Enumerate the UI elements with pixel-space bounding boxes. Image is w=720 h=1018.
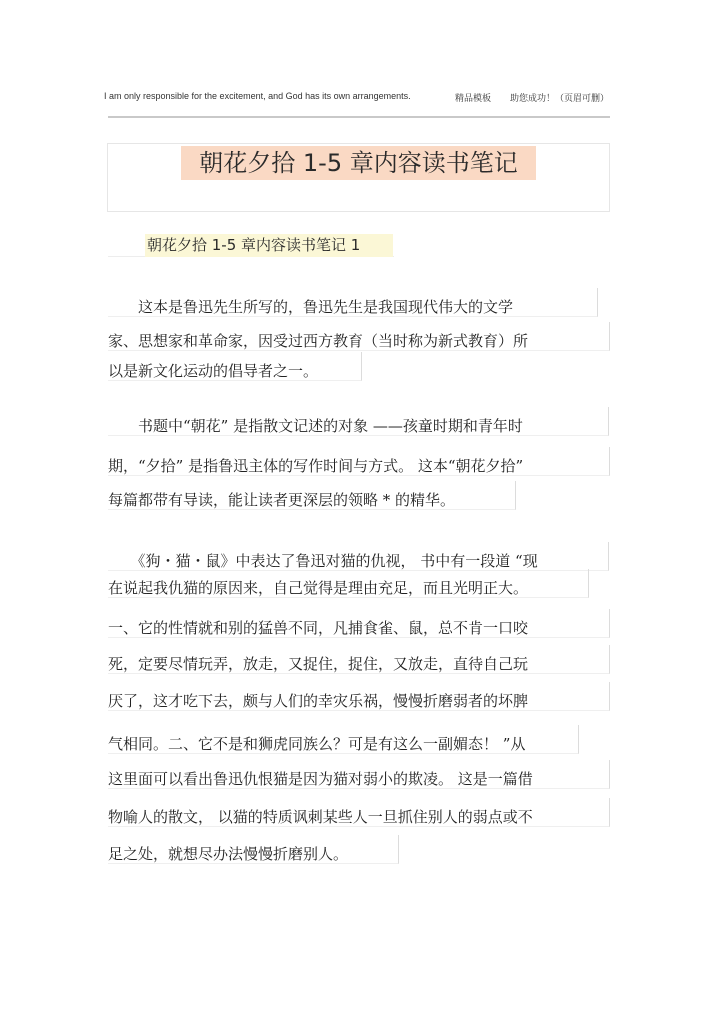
paragraph-3-line-4 <box>108 653 528 675</box>
line-text: 一、它的性情就和别的猛兽不同，凡捕食雀、鼠，总不肯一口咬 <box>108 619 529 637</box>
line-text: 厌了，这才吃下去，颇与人们的幸灾乐祸，慢慢折磨弱者的坏脾 <box>108 692 529 710</box>
paragraph-3-line-6 <box>108 733 525 755</box>
paragraph-1-line-3 <box>108 360 318 382</box>
document-title: 朝花夕拾 1-5 章内容读书笔记 <box>181 146 536 180</box>
paragraph-2-line-3 <box>108 489 455 511</box>
line-text: 足之处，就想尽办法慢慢折磨别人。 <box>108 845 349 863</box>
page-header <box>104 91 610 107</box>
header-tag-template: 精品模板 <box>455 93 492 103</box>
paragraph-2-line-1 <box>108 415 523 437</box>
section-heading: 朝花夕拾 1-5 章内容读书笔记 1 <box>145 234 393 257</box>
header-divider <box>108 116 610 118</box>
paragraph-3-line-9 <box>108 843 348 865</box>
paragraph-3-line-7 <box>108 768 533 790</box>
line-text: 书题中“朝花” 是指散文记述的对象 ——孩童时期和青年时 <box>108 417 523 435</box>
line-text: 期，“夕拾” 是指鲁迅主体的写作时间与方式。 这本“朝花夕拾” <box>108 457 524 475</box>
line-text: 在说起我仇猫的原因来，自己觉得是理由充足，而且光明正大。 <box>108 579 529 597</box>
paragraph-1-line-1 <box>108 296 513 318</box>
paragraph-3-line-3 <box>108 617 528 639</box>
line-text: 死，定要尽情玩弄，放走，又捉住，捉住，又放走，直待自己玩 <box>108 655 529 673</box>
header-tag-success: 助您成功！（页眉可删） <box>510 93 610 103</box>
line-text: 这里面可以看出鲁迅仇恨猫是因为猫对弱小的欺凌。 这是一篇借 <box>108 770 533 788</box>
paragraph-1-line-2 <box>108 330 528 352</box>
paragraph-2-line-2 <box>108 455 523 477</box>
header-motto: I am only responsible for the excitement, and God has its own arrangements. <box>104 91 411 101</box>
line-text: 每篇都带有导读，能让读者更深层的领略 * 的精华。 <box>108 491 456 509</box>
line-text: 《狗・猫・鼠》中表达了鲁迅对猫的仇视， 书中有一段道 “现 <box>108 552 538 570</box>
line-text: 气相同。二、它不是和狮虎同族么？可是有这么一副媚态！ ”从 <box>108 735 526 753</box>
line-text: 这本是鲁迅先生所写的，鲁迅先生是我国现代伟大的文学 <box>108 298 514 316</box>
paragraph-3-line-5 <box>108 690 528 712</box>
paragraph-3-line-8 <box>108 806 533 828</box>
line-text: 家、思想家和革命家，因受过西方教育（当时称为新式教育）所 <box>108 332 529 350</box>
line-text: 物喻人的散文， 以猫的特质讽刺某些人一旦抓住别人的弱点或不 <box>108 808 533 826</box>
line-text: 以是新文化运动的倡导者之一。 <box>108 362 319 380</box>
paragraph-3-line-2 <box>108 577 528 599</box>
